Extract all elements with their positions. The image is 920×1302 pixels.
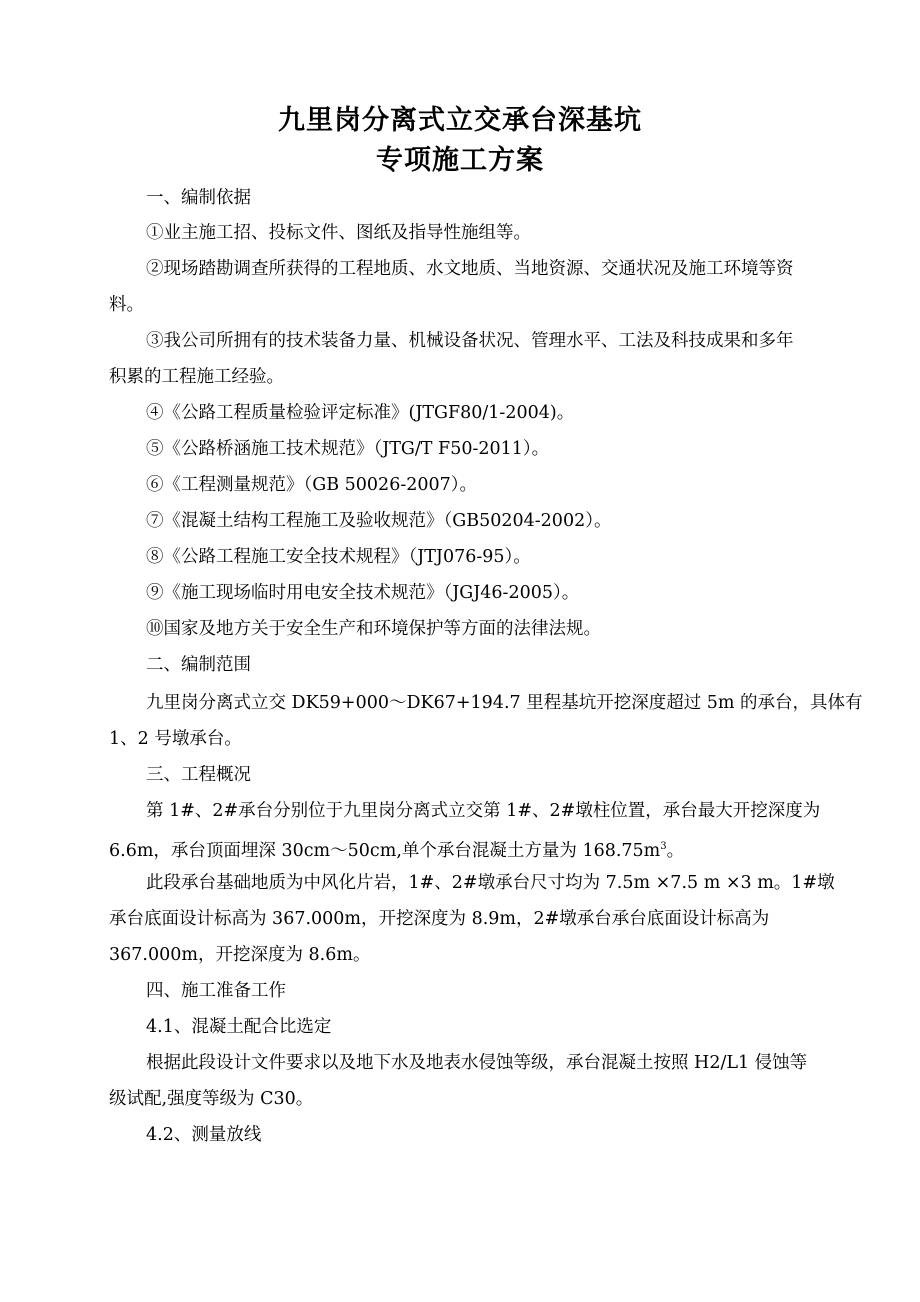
basis-item-1: ①业主施工招、投标文件、图纸及指导性施组等。: [146, 223, 531, 243]
basis-item-5: ⑤《公路桥涵施工技术规范》（JTG/T F50-2011）。: [146, 439, 550, 459]
section-heading-scope: 二、编制范围: [146, 655, 251, 675]
section-heading-basis: 一、编制依据: [146, 188, 251, 208]
basis-item-10: ⑩国家及地方关于安全生产和环境保护等方面的法律法规。: [146, 619, 601, 639]
overview-paragraph2-line1: 此段承台基础地质为中风化片岩，1#、2#墩承台尺寸均为 7.5m ×7.5 m ×3 m。1#墩: [146, 873, 835, 893]
subsection-heading-4-2: 4.2、测量放线: [146, 1125, 262, 1145]
basis-item-7: ⑦《混凝土结构工程施工及验收规范》（GB50204-2002）。: [146, 511, 612, 531]
basis-item-3-line1: ③我公司所拥有的技术装备力量、机械设备状况、管理水平、工法及科技成果和多年: [146, 331, 794, 351]
basis-item-6: ⑥《工程测量规范》（GB 50026-2007）。: [146, 475, 478, 495]
cubic-superscript: 3: [660, 841, 667, 852]
scope-paragraph-line1: 九里岗分离式立交 DK59+000～DK67+194.7 里程基坑开挖深度超过 5m 的承台，具体有: [146, 693, 863, 713]
section-heading-overview: 三、工程概况: [146, 765, 251, 785]
basis-item-9: ⑨《施工现场临时用电安全技术规范》（JGJ46-2005）。: [146, 583, 580, 603]
overview-paragraph1-line2: [109, 835, 684, 863]
basis-item-2-line1: ②现场踏勘调查所获得的工程地质、水文地质、当地资源、交通状况及施工环境等资: [146, 259, 794, 279]
section-heading-preparation: 四、施工准备工作: [146, 981, 286, 1001]
document-title-line2: 专项施工方案: [376, 145, 544, 176]
scope-paragraph-line2: 1、2 号墩承台。: [109, 729, 242, 749]
overview-paragraph1-line1: 第 1#、2#承台分别位于九里岗分离式立交第 1#、2#墩柱位置，承台最大开挖深度为: [146, 801, 821, 821]
basis-item-3-line2: 积累的工程施工经验。: [109, 367, 284, 387]
basis-item-2-line2: 料。: [109, 295, 144, 315]
overview-paragraph1-line2-text: 6.6m，承台顶面埋深 30cm～50cm,单个承台混凝土方量为 168.75m: [109, 841, 661, 861]
mix-paragraph-line2: 级试配,强度等级为 C30。: [109, 1089, 314, 1109]
basis-item-8: ⑧《公路工程施工安全技术规程》（JTJ076-95）。: [146, 547, 531, 567]
document-title-line1: 九里岗分离式立交承台深基坑: [278, 105, 642, 136]
mix-paragraph-line1: 根据此段设计文件要求以及地下水及地表水侵蚀等级，承台混凝土按照 H2/L1 侵蚀等: [146, 1053, 808, 1073]
basis-item-4: ④《公路工程质量检验评定标准》(JTGF80/1-2004)。: [146, 403, 575, 423]
overview-paragraph1-line2-end: 。: [666, 841, 685, 861]
subsection-heading-4-1: 4.1、混凝土配合比选定: [146, 1017, 332, 1037]
overview-paragraph2-line3: 367.000m，开挖深度为 8.6m。: [109, 945, 371, 965]
overview-paragraph2-line2: 承台底面设计标高为 367.000m，开挖深度为 8.9m，2#墩承台承台底面设计标高为: [109, 909, 770, 929]
